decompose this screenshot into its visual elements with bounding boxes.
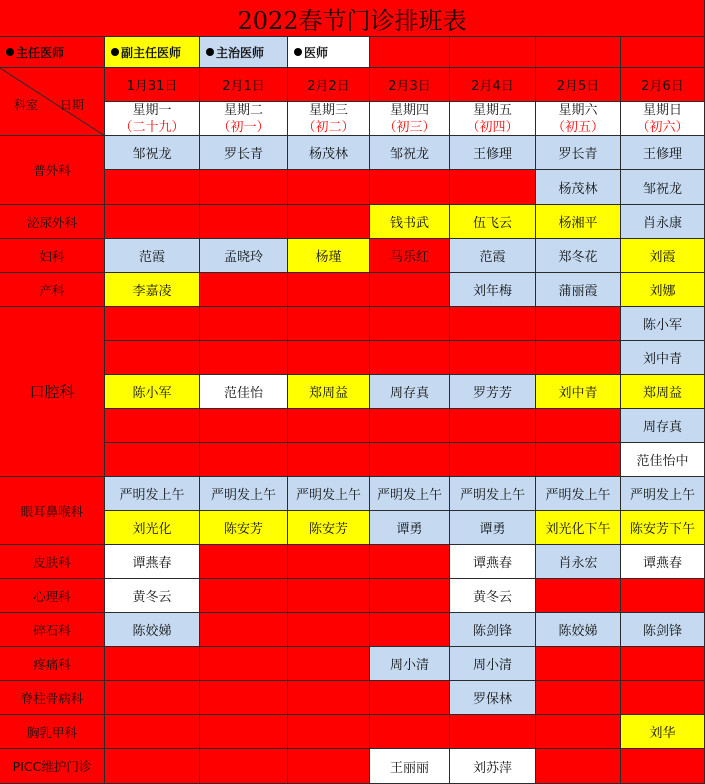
weekday-label: 星期六 <box>558 102 598 118</box>
schedule-cell <box>200 613 288 647</box>
schedule-cell <box>536 307 621 341</box>
schedule-cell: 周存真 <box>370 375 450 409</box>
schedule-cell <box>105 443 200 477</box>
schedule-cell: 刘中青 <box>536 375 621 409</box>
schedule-cell: 邹祝龙 <box>105 136 200 170</box>
schedule-cell: 王修理 <box>621 136 705 170</box>
schedule-cell: 谭勇 <box>450 511 536 545</box>
schedule-cell <box>621 749 705 784</box>
dot-icon <box>111 48 119 56</box>
schedule-cell <box>200 715 288 749</box>
schedule-cell <box>105 341 200 375</box>
schedule-cell: 李嘉凌 <box>105 273 200 307</box>
weekday-cell <box>200 102 288 136</box>
schedule-cell <box>288 545 370 579</box>
schedule-cell <box>288 170 370 205</box>
schedule-cell: 罗长青 <box>200 136 288 170</box>
schedule-cell: 王修理 <box>450 136 536 170</box>
schedule-cell <box>105 647 200 681</box>
schedule-cell <box>288 443 370 477</box>
schedule-cell <box>200 205 288 239</box>
dept-date-corner <box>0 68 105 136</box>
schedule-cell <box>621 579 705 613</box>
schedule-cell <box>536 715 621 749</box>
schedule-cell: 杨茂林 <box>536 170 621 205</box>
weekday-cell <box>536 102 621 136</box>
schedule-cell <box>370 579 450 613</box>
weekday-cell <box>370 102 450 136</box>
schedule-cell <box>450 170 536 205</box>
schedule-cell: 郑冬花 <box>536 239 621 273</box>
schedule-cell <box>200 409 288 443</box>
schedule-cell <box>536 579 621 613</box>
schedule-cell: 罗芳芳 <box>450 375 536 409</box>
schedule-cell: 杨瑾 <box>288 239 370 273</box>
schedule-cell: 杨茂林 <box>288 136 370 170</box>
schedule-cell: 刘华 <box>621 715 705 749</box>
schedule-cell <box>200 307 288 341</box>
schedule-cell <box>200 443 288 477</box>
schedule-cell: 范佳怡 <box>200 375 288 409</box>
schedule-cell: 陈剑锋 <box>450 613 536 647</box>
lunar-date-label: （二十九） <box>119 119 185 135</box>
schedule-cell <box>450 443 536 477</box>
schedule-cell <box>536 749 621 784</box>
schedule-cell <box>200 749 288 784</box>
schedule-cell <box>370 443 450 477</box>
weekday-cell <box>621 102 705 136</box>
department-cell: 眼耳鼻喉科 <box>0 477 105 545</box>
department-cell: 脊柱骨病科 <box>0 681 105 715</box>
schedule-cell: 刘年梅 <box>450 273 536 307</box>
schedule-cell: 严明发上午 <box>105 477 200 511</box>
schedule-cell: 严明发上午 <box>288 477 370 511</box>
schedule-cell: 马乐红 <box>370 239 450 273</box>
legend-empty <box>370 37 450 68</box>
schedule-cell: 严明发上午 <box>536 477 621 511</box>
legend-physician: 医师 <box>288 37 370 68</box>
schedule-cell <box>200 341 288 375</box>
schedule-cell: 王丽丽 <box>370 749 450 784</box>
schedule-cell: 钱书武 <box>370 205 450 239</box>
schedule-cell: 邹祝龙 <box>621 170 705 205</box>
schedule-cell <box>288 715 370 749</box>
legend-attending-physician: 主治医师 <box>200 37 288 68</box>
schedule-cell <box>288 341 370 375</box>
schedule-cell <box>105 681 200 715</box>
schedule-cell: 伍飞云 <box>450 205 536 239</box>
schedule-cell: 严明发上午 <box>370 477 450 511</box>
schedule-cell <box>370 681 450 715</box>
schedule-cell <box>370 715 450 749</box>
dot-icon <box>206 48 214 56</box>
schedule-cell <box>200 545 288 579</box>
schedule-cell: 陈姣娣 <box>536 613 621 647</box>
schedule-cell <box>621 681 705 715</box>
schedule-cell <box>200 170 288 205</box>
department-cell: 心理科 <box>0 579 105 613</box>
department-cell: 口腔科 <box>0 307 105 477</box>
schedule-cell: 周存真 <box>621 409 705 443</box>
schedule-cell: 刘霞 <box>621 239 705 273</box>
schedule-cell <box>370 341 450 375</box>
date-cell: 2月1日 <box>200 68 288 102</box>
schedule-cell <box>536 681 621 715</box>
schedule-cell <box>370 273 450 307</box>
department-cell: 妇科 <box>0 239 105 273</box>
schedule-cell <box>200 273 288 307</box>
date-cell: 2月4日 <box>450 68 536 102</box>
schedule-cell: 范佳怡中 <box>621 443 705 477</box>
schedule-cell: 肖永康 <box>621 205 705 239</box>
schedule-cell: 邹祝龙 <box>370 136 450 170</box>
dept-axis-label: 科室 <box>14 98 39 112</box>
schedule-cell: 郑周益 <box>621 375 705 409</box>
lunar-date-label: （初五） <box>551 119 604 135</box>
date-cell: 2月3日 <box>370 68 450 102</box>
schedule-cell: 刘苏萍 <box>450 749 536 784</box>
schedule-cell <box>288 409 370 443</box>
schedule-cell <box>370 307 450 341</box>
schedule-cell: 谭勇 <box>370 511 450 545</box>
schedule-cell <box>370 613 450 647</box>
schedule-cell: 蒲丽霞 <box>536 273 621 307</box>
schedule-cell <box>450 341 536 375</box>
department-cell: PICC维护门诊 <box>0 749 105 784</box>
schedule-cell: 陈剑锋 <box>621 613 705 647</box>
weekday-label: 星期五 <box>472 102 512 118</box>
schedule-cell: 肖永宏 <box>536 545 621 579</box>
schedule-cell <box>288 749 370 784</box>
weekday-cell <box>105 102 200 136</box>
schedule-cell: 严明发上午 <box>621 477 705 511</box>
schedule-cell <box>370 409 450 443</box>
schedule-cell: 孟晓玲 <box>200 239 288 273</box>
weekday-label: 星期一 <box>132 102 172 118</box>
schedule-cell <box>105 307 200 341</box>
date-cell: 2月5日 <box>536 68 621 102</box>
schedule-cell <box>450 715 536 749</box>
schedule-cell: 陈安芳 <box>200 511 288 545</box>
schedule-cell <box>105 749 200 784</box>
schedule-cell: 范霞 <box>450 239 536 273</box>
schedule-cell: 黄冬云 <box>450 579 536 613</box>
schedule-cell: 黄冬云 <box>105 579 200 613</box>
department-cell: 碎石科 <box>0 613 105 647</box>
schedule-cell: 陈安芳 <box>288 511 370 545</box>
lunar-date-label: （初六） <box>636 119 689 135</box>
department-cell: 皮肤科 <box>0 545 105 579</box>
dot-icon <box>6 48 14 56</box>
schedule-cell <box>621 647 705 681</box>
schedule-cell <box>288 647 370 681</box>
schedule-cell: 谭燕春 <box>105 545 200 579</box>
schedule-cell <box>288 307 370 341</box>
schedule-cell: 郑周益 <box>288 375 370 409</box>
schedule-cell: 杨湘平 <box>536 205 621 239</box>
legend-empty <box>450 37 536 68</box>
schedule-cell <box>536 443 621 477</box>
weekday-label: 星期二 <box>223 102 263 118</box>
legend-empty <box>621 37 705 68</box>
schedule-cell: 谭燕春 <box>621 545 705 579</box>
sheet-title: 2022春节门诊排班表 <box>0 0 705 37</box>
department-cell: 泌尿外科 <box>0 205 105 239</box>
date-cell: 2月2日 <box>288 68 370 102</box>
weekday-cell <box>288 102 370 136</box>
schedule-cell: 刘光化 <box>105 511 200 545</box>
schedule-cell: 严明发上午 <box>450 477 536 511</box>
schedule-cell <box>288 579 370 613</box>
weekday-label: 星期日 <box>642 102 682 118</box>
lunar-date-label: （初二） <box>302 119 355 135</box>
schedule-cell: 谭燕春 <box>450 545 536 579</box>
date-cell: 2月6日 <box>621 68 705 102</box>
schedule-cell: 罗长青 <box>536 136 621 170</box>
weekday-label: 星期四 <box>389 102 429 118</box>
schedule-cell <box>536 409 621 443</box>
department-cell: 疼痛科 <box>0 647 105 681</box>
legend-chief-physician: 主任医师 <box>0 37 105 68</box>
schedule-cell: 陈姣娣 <box>105 613 200 647</box>
weekday-label: 星期三 <box>308 102 348 118</box>
legend-associate-chief-physician: 副主任医师 <box>105 37 200 68</box>
schedule-cell <box>536 341 621 375</box>
schedule-cell: 罗保林 <box>450 681 536 715</box>
schedule-cell <box>536 647 621 681</box>
schedule-cell: 刘娜 <box>621 273 705 307</box>
lunar-date-label: （初三） <box>383 119 436 135</box>
legend-empty <box>536 37 621 68</box>
schedule-cell <box>450 409 536 443</box>
lunar-date-label: （初一） <box>217 119 270 135</box>
schedule-cell: 严明发上午 <box>200 477 288 511</box>
schedule-cell <box>105 170 200 205</box>
schedule-cell <box>200 579 288 613</box>
department-cell: 胸乳甲科 <box>0 715 105 749</box>
schedule-cell: 陈小军 <box>105 375 200 409</box>
schedule-cell <box>288 205 370 239</box>
weekday-cell <box>450 102 536 136</box>
date-cell: 1月31日 <box>105 68 200 102</box>
schedule-cell <box>288 681 370 715</box>
schedule-cell <box>370 170 450 205</box>
schedule-cell: 陈安芳下午 <box>621 511 705 545</box>
schedule-cell <box>105 205 200 239</box>
schedule-cell: 范霞 <box>105 239 200 273</box>
schedule-cell: 刘中青 <box>621 341 705 375</box>
schedule-cell: 刘光化下午 <box>536 511 621 545</box>
schedule-cell <box>288 613 370 647</box>
schedule-cell <box>370 545 450 579</box>
schedule-cell <box>200 681 288 715</box>
schedule-cell <box>288 273 370 307</box>
schedule-cell <box>200 647 288 681</box>
schedule-cell <box>450 307 536 341</box>
department-cell: 普外科 <box>0 136 105 205</box>
schedule-cell: 陈小军 <box>621 307 705 341</box>
date-axis-label: 日期 <box>60 98 85 112</box>
schedule-cell: 周小清 <box>370 647 450 681</box>
schedule-cell <box>105 715 200 749</box>
lunar-date-label: （初四） <box>466 119 519 135</box>
schedule-cell <box>105 409 200 443</box>
department-cell: 产科 <box>0 273 105 307</box>
dot-icon <box>294 48 302 56</box>
schedule-cell: 周小清 <box>450 647 536 681</box>
